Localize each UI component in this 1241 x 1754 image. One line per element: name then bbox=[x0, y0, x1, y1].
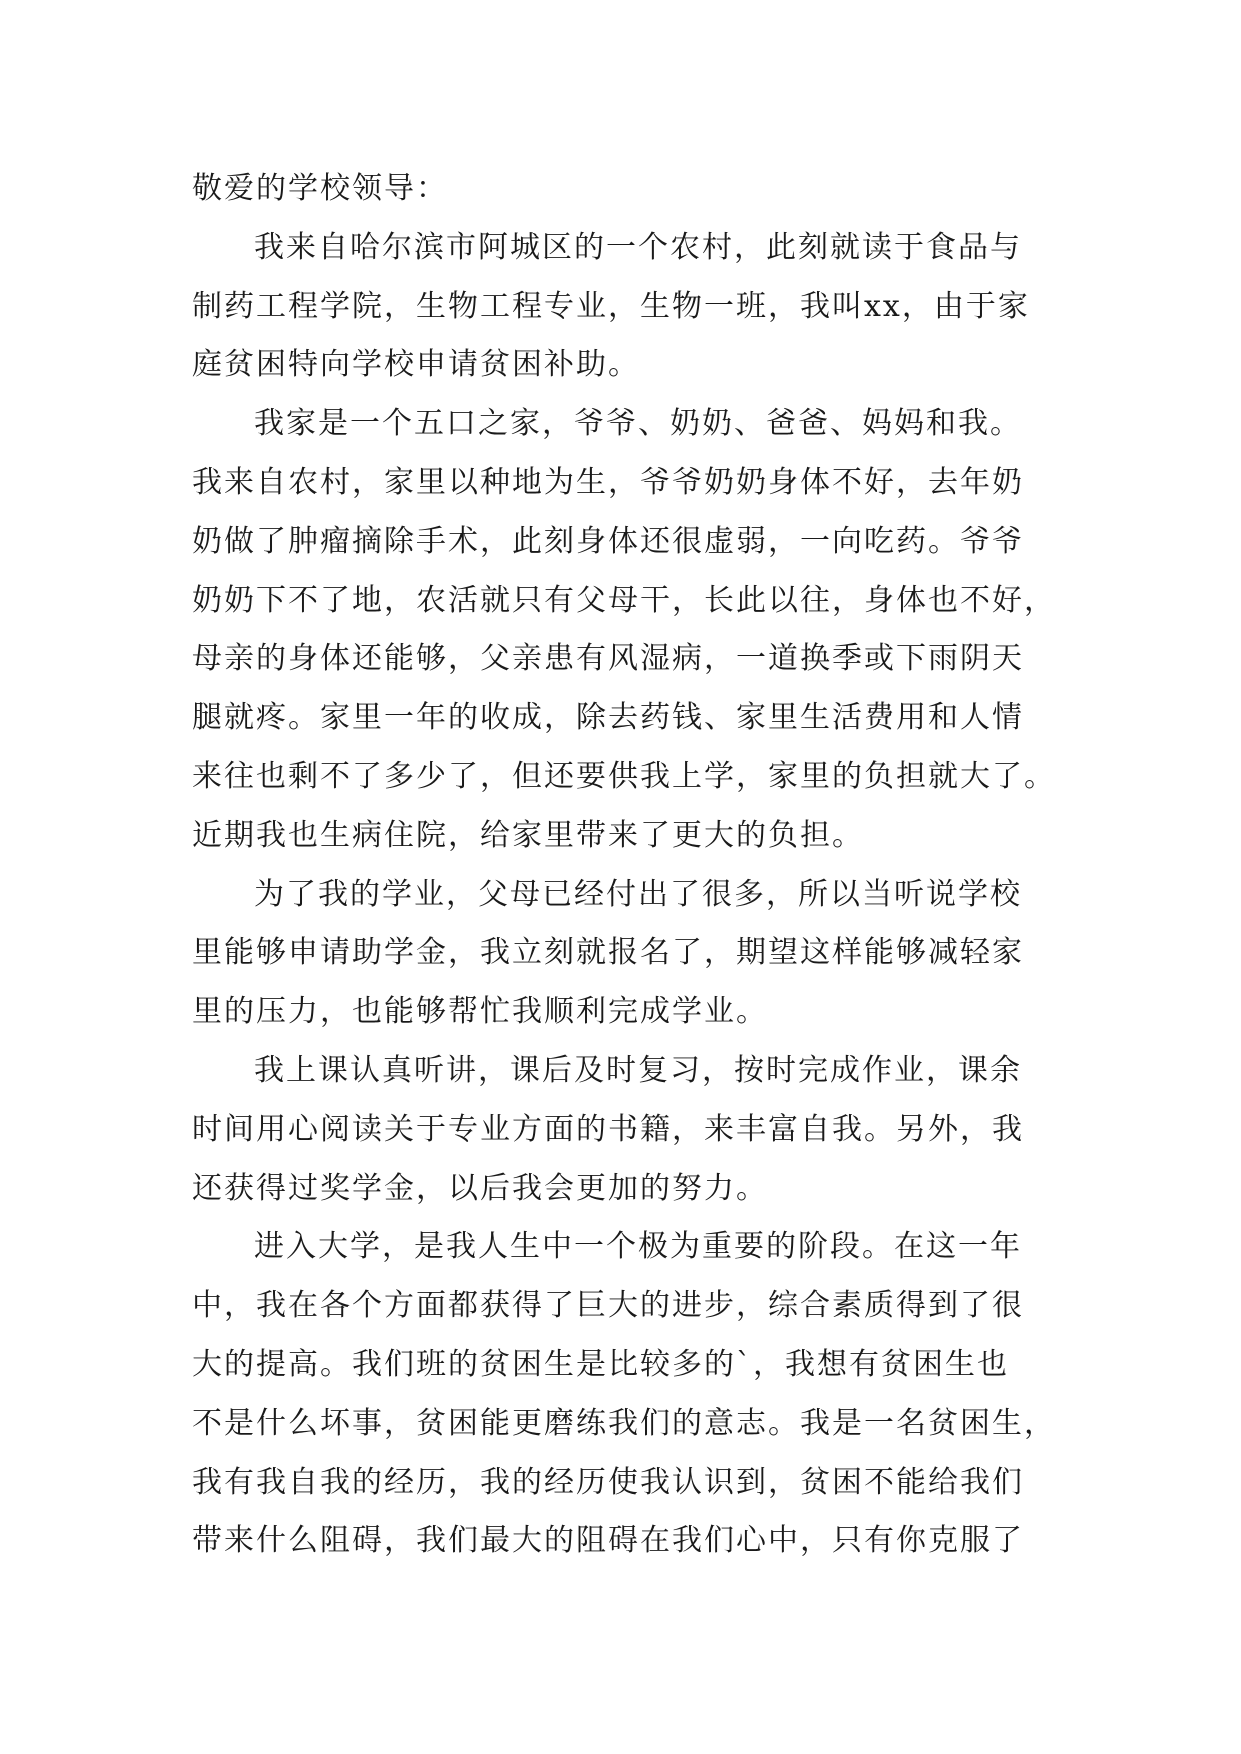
paragraph-line: 我来自农村，家里以种地为生，爷爷奶奶身体不好，去年奶 bbox=[192, 464, 1024, 500]
paragraph-line: 腿就疼。家里一年的收成，除去药钱、家里生活费用和人情 bbox=[192, 700, 1024, 736]
paragraph-line: 还获得过奖学金，以后我会更加的努力。 bbox=[192, 1170, 768, 1206]
salutation-line: 敬爱的学校领导： bbox=[192, 171, 448, 206]
paragraph-line: 奶做了肿瘤摘除手术，此刻身体还很虚弱，一向吃药。爷爷 bbox=[192, 523, 1024, 559]
paragraph-line: 来往也剩不了多少了，但还要供我上学，家里的负担就大了。 bbox=[192, 758, 1056, 794]
paragraph-line: 制药工程学院，生物工程专业，生物一班，我叫xx，由于家 bbox=[192, 288, 1030, 324]
paragraph-line: 带来什么阻碍，我们最大的阻碍在我们心中，只有你克服了 bbox=[192, 1523, 1024, 1559]
paragraph-line: 我上课认真听讲，课后及时复习，按时完成作业，课余 bbox=[254, 1052, 1022, 1088]
paragraph-line: 大的提高。我们班的贫困生是比较多的`，我想有贫困生也 bbox=[192, 1346, 1009, 1382]
paragraph-line: 里的压力，也能够帮忙我顺利完成学业。 bbox=[192, 994, 768, 1030]
paragraph-line: 为了我的学业，父母已经付出了很多，所以当听说学校 bbox=[254, 876, 1022, 912]
paragraph-line: 时间用心阅读关于专业方面的书籍，来丰富自我。另外，我 bbox=[192, 1111, 1024, 1147]
paragraph-line: 里能够申请助学金，我立刻就报名了，期望这样能够减轻家 bbox=[192, 935, 1024, 971]
paragraph-line: 我有我自我的经历，我的经历使我认识到，贫困不能给我们 bbox=[192, 1464, 1024, 1500]
paragraph-line: 近期我也生病住院，给家里带来了更大的负担。 bbox=[192, 817, 864, 853]
paragraph-line: 进入大学，是我人生中一个极为重要的阶段。在这一年 bbox=[254, 1229, 1022, 1265]
paragraph-line: 母亲的身体还能够，父亲患有风湿病，一道换季或下雨阴天 bbox=[192, 641, 1024, 677]
paragraph-line: 庭贫困特向学校申请贫困补助。 bbox=[192, 347, 640, 383]
paragraph-line: 我家是一个五口之家，爷爷、奶奶、爸爸、妈妈和我。 bbox=[254, 406, 1022, 442]
paragraph-line: 奶奶下不了地，农活就只有父母干，长此以往，身体也不好， bbox=[192, 582, 1056, 618]
paragraph-line: 不是什么坏事，贫困能更磨练我们的意志。我是一名贫困生， bbox=[192, 1405, 1056, 1441]
letter-body bbox=[192, 160, 1056, 1571]
paragraph-line: 中，我在各个方面都获得了巨大的进步，综合素质得到了很 bbox=[192, 1288, 1024, 1324]
paragraph-line: 我来自哈尔滨市阿城区的一个农村，此刻就读于食品与 bbox=[254, 229, 1022, 265]
